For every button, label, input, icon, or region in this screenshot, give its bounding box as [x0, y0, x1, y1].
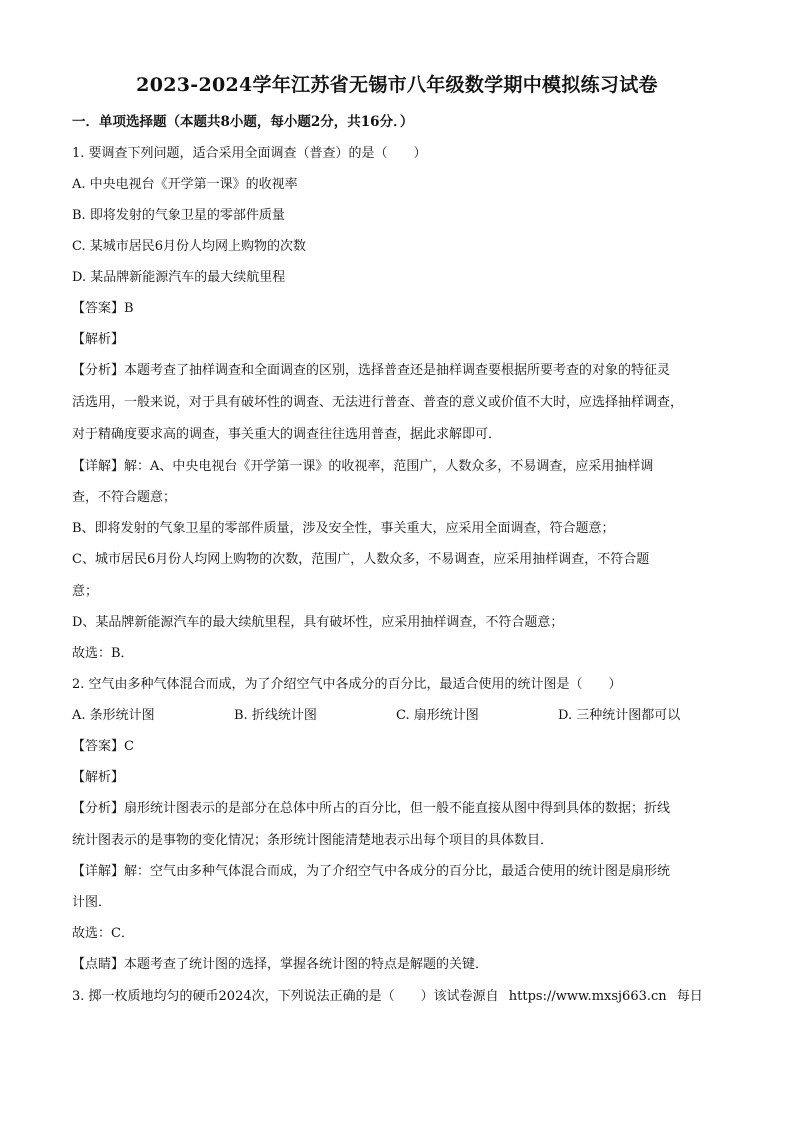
question-3-tail: 每日	[676, 989, 703, 1004]
q1-analysis-line: 活选用，一般来说，对于具有破坏性的调查、无法进行普查、普查的意义或价值不大时，应选择抽样调查，	[72, 395, 684, 410]
section-heading: 一．单项选择题（本题共8小题，每小题2分，共16分．）	[72, 114, 414, 130]
question-3-stem: 3. 掷一枚质地均匀的硬币2024次，下列说法正确的是（ ）该试卷源自	[72, 989, 499, 1004]
q1-detail-line: C、城市居民6月份人均网上购物的次数，范围广，人数众多，不易调查，应采用抽样调查，不符合题	[72, 552, 650, 567]
q1-jiexi-label: 【解析】	[72, 332, 125, 347]
q2-option-c: C. 扇形统计图	[396, 708, 479, 723]
q2-detail-line: 计图．	[72, 895, 112, 910]
q1-analysis-line: 对于精确度要求高的调查，事关重大的调查往往选用普查，据此求解即可．	[72, 427, 502, 442]
q1-detail-line: 【详解】解：A、中央电视台《开学第一课》的收视率，范围广，人数众多，不易调查，应采用抽样调	[72, 459, 654, 474]
q1-answer: 【答案】B	[72, 301, 134, 316]
q1-option-a: A. 中央电视台《开学第一课》的收视率	[72, 177, 298, 192]
question-3-stem-row	[72, 985, 703, 1004]
source-link[interactable]: https://www.mxsj663.cn	[508, 989, 667, 1004]
q2-answer: 【答案】C	[72, 739, 134, 754]
q2-comment: 【点睛】本题考查了统计图的选择，掌握各统计图的特点是解题的关键．	[72, 957, 489, 972]
q2-options-row	[72, 704, 712, 723]
q1-detail-line: 意；	[72, 584, 99, 599]
q1-option-b: B. 即将发射的气象卫星的零部件质量	[72, 208, 285, 223]
question-2-stem: 2. 空气由多种气体混合而成，为了介绍空气中各成分的百分比，最适合使用的统计图是（ ）	[72, 677, 622, 692]
q2-option-a: A. 条形统计图	[72, 708, 155, 723]
q1-option-d: D. 某品牌新能源汽车的最大续航里程	[72, 270, 286, 285]
q2-option-b: B. 折线统计图	[234, 708, 317, 723]
q1-detail-line: 查，不符合题意；	[72, 490, 177, 505]
q2-analysis-line: 统计图表示的是事物的变化情况；条形统计图能清楚地表示出每个项目的具体数目．	[72, 833, 554, 848]
q1-detail-line: D、某品牌新能源汽车的最大续航里程，具有破坏性，应采用抽样调查，不符合题意；	[72, 615, 564, 630]
q2-jiexi-label: 【解析】	[72, 770, 125, 785]
q2-detail-line: 故选：C．	[72, 926, 134, 941]
page-title: 2023-2024学年江苏省无锡市八年级数学期中模拟练习试卷	[136, 74, 658, 96]
q1-detail-line: B、即将发射的气象卫星的零部件质量，涉及安全性，事关重大，应采用全面调查，符合题意；	[72, 521, 615, 536]
q2-analysis-line: 【分析】扇形统计图表示的是部分在总体中所占的百分比，但一般不能直接从图中得到具体的数据；折线	[72, 801, 671, 816]
q1-detail-line: 故选：B．	[72, 646, 134, 661]
q1-option-c: C. 某城市居民6月份人均网上购物的次数	[72, 239, 307, 254]
q2-option-d: D. 三种统计图都可以	[558, 708, 681, 723]
q1-analysis-line: 【分析】本题考查了抽样调查和全面调查的区别，选择普查还是抽样调查要根据所要考查的对象的特征灵	[72, 363, 671, 378]
question-1-stem: 1. 要调查下列问题，适合采用全面调查（普查）的是（ ）	[72, 146, 427, 161]
q2-detail-line: 【详解】解：空气由多种气体混合而成，为了介绍空气中各成分的百分比，最适合使用的统计图是扇形统	[72, 864, 671, 879]
